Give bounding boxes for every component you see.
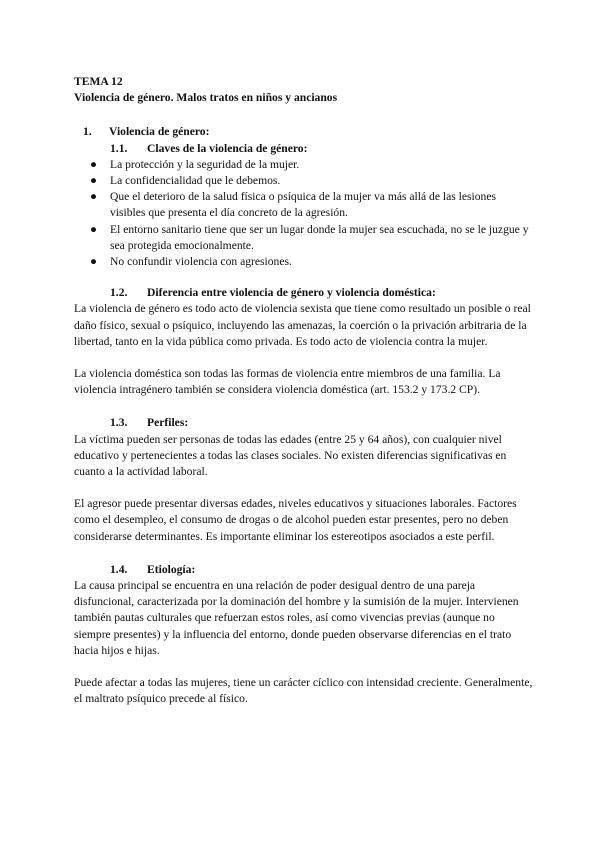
paragraph: El agresor puede presentar diversas edades, niveles educativos y situaciones laborales. Factores como el desempleo, el consumo de drogas o de alcohol pueden estar presentes, pero no deben considerarse determinantes. Es importante eliminar los estereotipos asociados a este perfil. bbox=[74, 497, 517, 543]
section-1-1-heading bbox=[74, 141, 534, 157]
list-item-text: No confundir violencia con agresiones. bbox=[110, 255, 292, 269]
section-number: 1.3. bbox=[110, 416, 128, 430]
list-item-text: La confidencialidad que le debemos. bbox=[110, 174, 281, 188]
section-title: Violencia de género: bbox=[109, 125, 210, 139]
document-subtitle: Violencia de género. Malos tratos en niños y ancianos bbox=[74, 91, 338, 105]
list-item bbox=[74, 157, 534, 173]
paragraph: La causa principal se encuentra en una relación de poder desigual dentro de una pareja disfuncional, caracterizada por la dominación del hombre y la sumisión de la mujer. Intervienen también pautas culturales que refuerzan estos roles, así como vivencias previas (aunque no siempre presentes) y la influencia del entorno, donde pueden observarse diferencias en el trato hacia hijos e hijas. bbox=[74, 579, 519, 657]
list-item-text: Que el deterioro de la salud física o psíquica de la mujer va más allá de las lesiones visibles que presenta el día concreto de la agresión. bbox=[110, 190, 497, 220]
section-title: Etiología: bbox=[147, 562, 196, 576]
section-number: 1.2. bbox=[110, 286, 128, 300]
bullet-icon: ● bbox=[90, 255, 98, 269]
paragraph: La víctima pueden ser personas de todas las edades (entre 25 y 64 años), con cualquier nivel educativo y pertenecientes a todas las clases sociales. No existen diferencias significativas en cuanto a la actividad laboral. bbox=[74, 432, 507, 479]
section-1-heading bbox=[74, 124, 534, 140]
paragraph: La violencia doméstica son todas las formas de violencia entre miembros de una familia. La violencia intragénero también se considera violencia doméstica (art. 153.2 y 173.2 CP). bbox=[74, 367, 501, 397]
section-title: Diferencia entre violencia de género y violencia doméstica: bbox=[147, 286, 436, 300]
bullet-icon: ● bbox=[90, 174, 98, 188]
paragraph: Puede afectar a todas las mujeres, tiene un carácter cíclico con intensidad creciente. Generalmente, el maltrato psíquico precede al físico. bbox=[74, 676, 533, 706]
bullet-icon: ● bbox=[90, 222, 98, 236]
section-number: 1. bbox=[83, 125, 92, 139]
paragraph: La violencia de género es todo acto de violencia sexista que tiene como resultado un posible o real daño físico, sexual o psíquico, incluyendo las amenazas, la coerción o la privación arbitraria de la libertad, tanto en la vida pública como privada. Es todo acto de violencia contra la mujer. bbox=[74, 302, 531, 348]
document-title: TEMA 12 bbox=[74, 75, 123, 88]
document-body bbox=[74, 74, 534, 708]
section-1-2-heading bbox=[74, 285, 534, 301]
list-item bbox=[74, 222, 534, 254]
list-item bbox=[74, 173, 534, 189]
section-title: Claves de la violencia de género: bbox=[147, 141, 308, 155]
bullet-icon: ● bbox=[90, 157, 98, 171]
section-number: 1.1. bbox=[110, 141, 128, 155]
list-item bbox=[74, 254, 534, 270]
bullet-icon: ● bbox=[90, 190, 98, 204]
list-item-text: La protección y la seguridad de la mujer. bbox=[110, 157, 300, 171]
section-title: Perfiles: bbox=[147, 416, 189, 430]
list-item-text: El entorno sanitario tiene que ser un lugar donde la mujer sea escuchada, no se le juzgue y sea protegida emocionalmente. bbox=[110, 222, 529, 252]
list-item bbox=[74, 189, 534, 221]
section-number: 1.4. bbox=[110, 562, 128, 576]
section-1-3-heading bbox=[74, 415, 534, 431]
key-points-list bbox=[74, 157, 534, 270]
section-1-4-heading bbox=[74, 562, 534, 578]
